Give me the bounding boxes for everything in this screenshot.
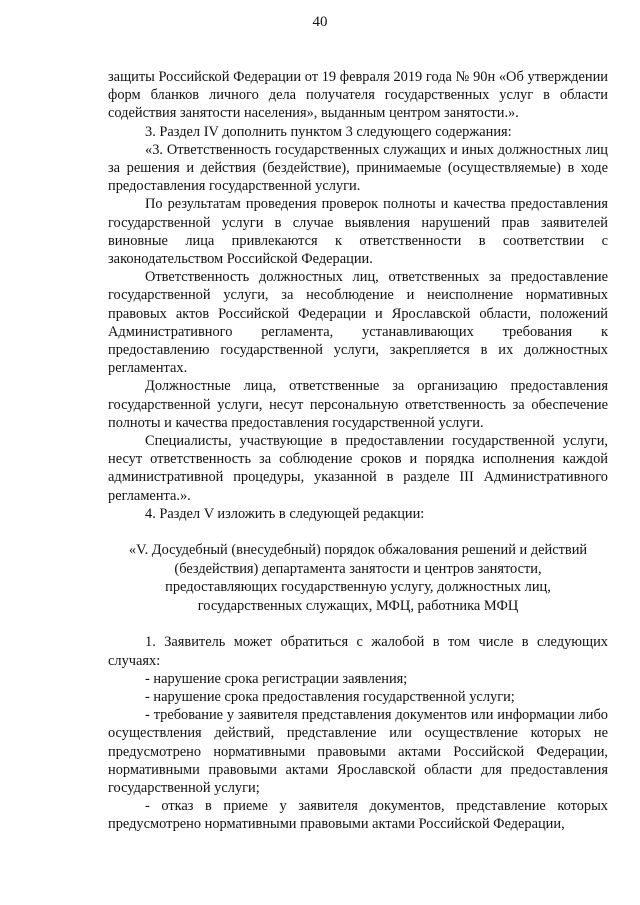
list-item: - требование у заявителя представления документов или информации либо осуществления действий, представление или осуществление которых не предусмотрено нормативными правовыми актами Российской Федерации, нормативными правовыми актами Ярославской области для предоставления государственной услуги; <box>108 707 608 797</box>
document-body <box>108 68 608 834</box>
paragraph: 4. Раздел V изложить в следующей редакции: <box>145 505 425 522</box>
list-item: - нарушение срока регистрации заявления; <box>145 670 408 687</box>
paragraph: «3. Ответственность государственных служащих и иных должностных лиц за решения и действия (бездействие), принимаемые (осуществляемые) в ходе предоставления государственной услуги. <box>108 141 608 195</box>
list-item: - нарушение срока предоставления государственной услуги; <box>145 689 515 706</box>
paragraph: Должностные лица, ответственные за организацию предоставления государственной услуги, несут персональную ответственность за обеспечение полноты и качества предоставления государственной услуги. <box>108 378 608 431</box>
spacer <box>108 523 608 541</box>
heading-line: предоставляющих государственную услугу, должностных лиц, <box>165 579 551 596</box>
paragraph: 1. Заявитель может обратиться с жалобой в том числе в следующих случаях: <box>108 634 608 669</box>
spacer <box>108 615 608 633</box>
paragraph: защиты Российской Федерации от 19 февраля 2019 года № 90н «Об утверждении форм бланков личного дела получателя государственных услуг в области содействия занятости населения», выданным центром занятости.». <box>108 69 608 122</box>
paragraph: Ответственность должностных лиц, ответственных за предоставление государственной услуги, за несоблюдение и неисполнение нормативных правовых актов Российской Федерации и Ярославской области, положений Административного регламента, устанавливающих требования к предоставлению государственной услуги, закрепляется в их должностных регламентах. <box>108 269 608 377</box>
paragraph: Специалисты, участвующие в предоставлении государственной услуги, несут ответственность за соблюдение сроков и порядка исполнения каждой административной процедуры, указанной в разделе III Административного регламента.». <box>108 433 608 504</box>
paragraph: 3. Раздел IV дополнить пунктом 3 следующего содержания: <box>145 123 512 140</box>
heading-line: (бездействия) департамента занятости и центров занятости, <box>174 560 542 577</box>
section-heading <box>108 541 608 615</box>
paragraph: По результатам проведения проверок полноты и качества предоставления государственной услуги в случае выявления нарушений прав заявителей виновные лица привлекаются к ответственности в соответствии с законодательством Российской Федерации. <box>108 196 608 268</box>
heading-line: «V. Досудебный (внесудебный) порядок обжалования решений и действий <box>128 542 588 559</box>
list-item: - отказ в приеме у заявителя документов, представление которых предусмотрено нормативными правовыми актами Российской Федерации, <box>108 798 608 833</box>
page-number: 40 <box>312 14 328 30</box>
heading-line: государственных служащих, МФЦ, работника МФЦ <box>197 597 519 614</box>
